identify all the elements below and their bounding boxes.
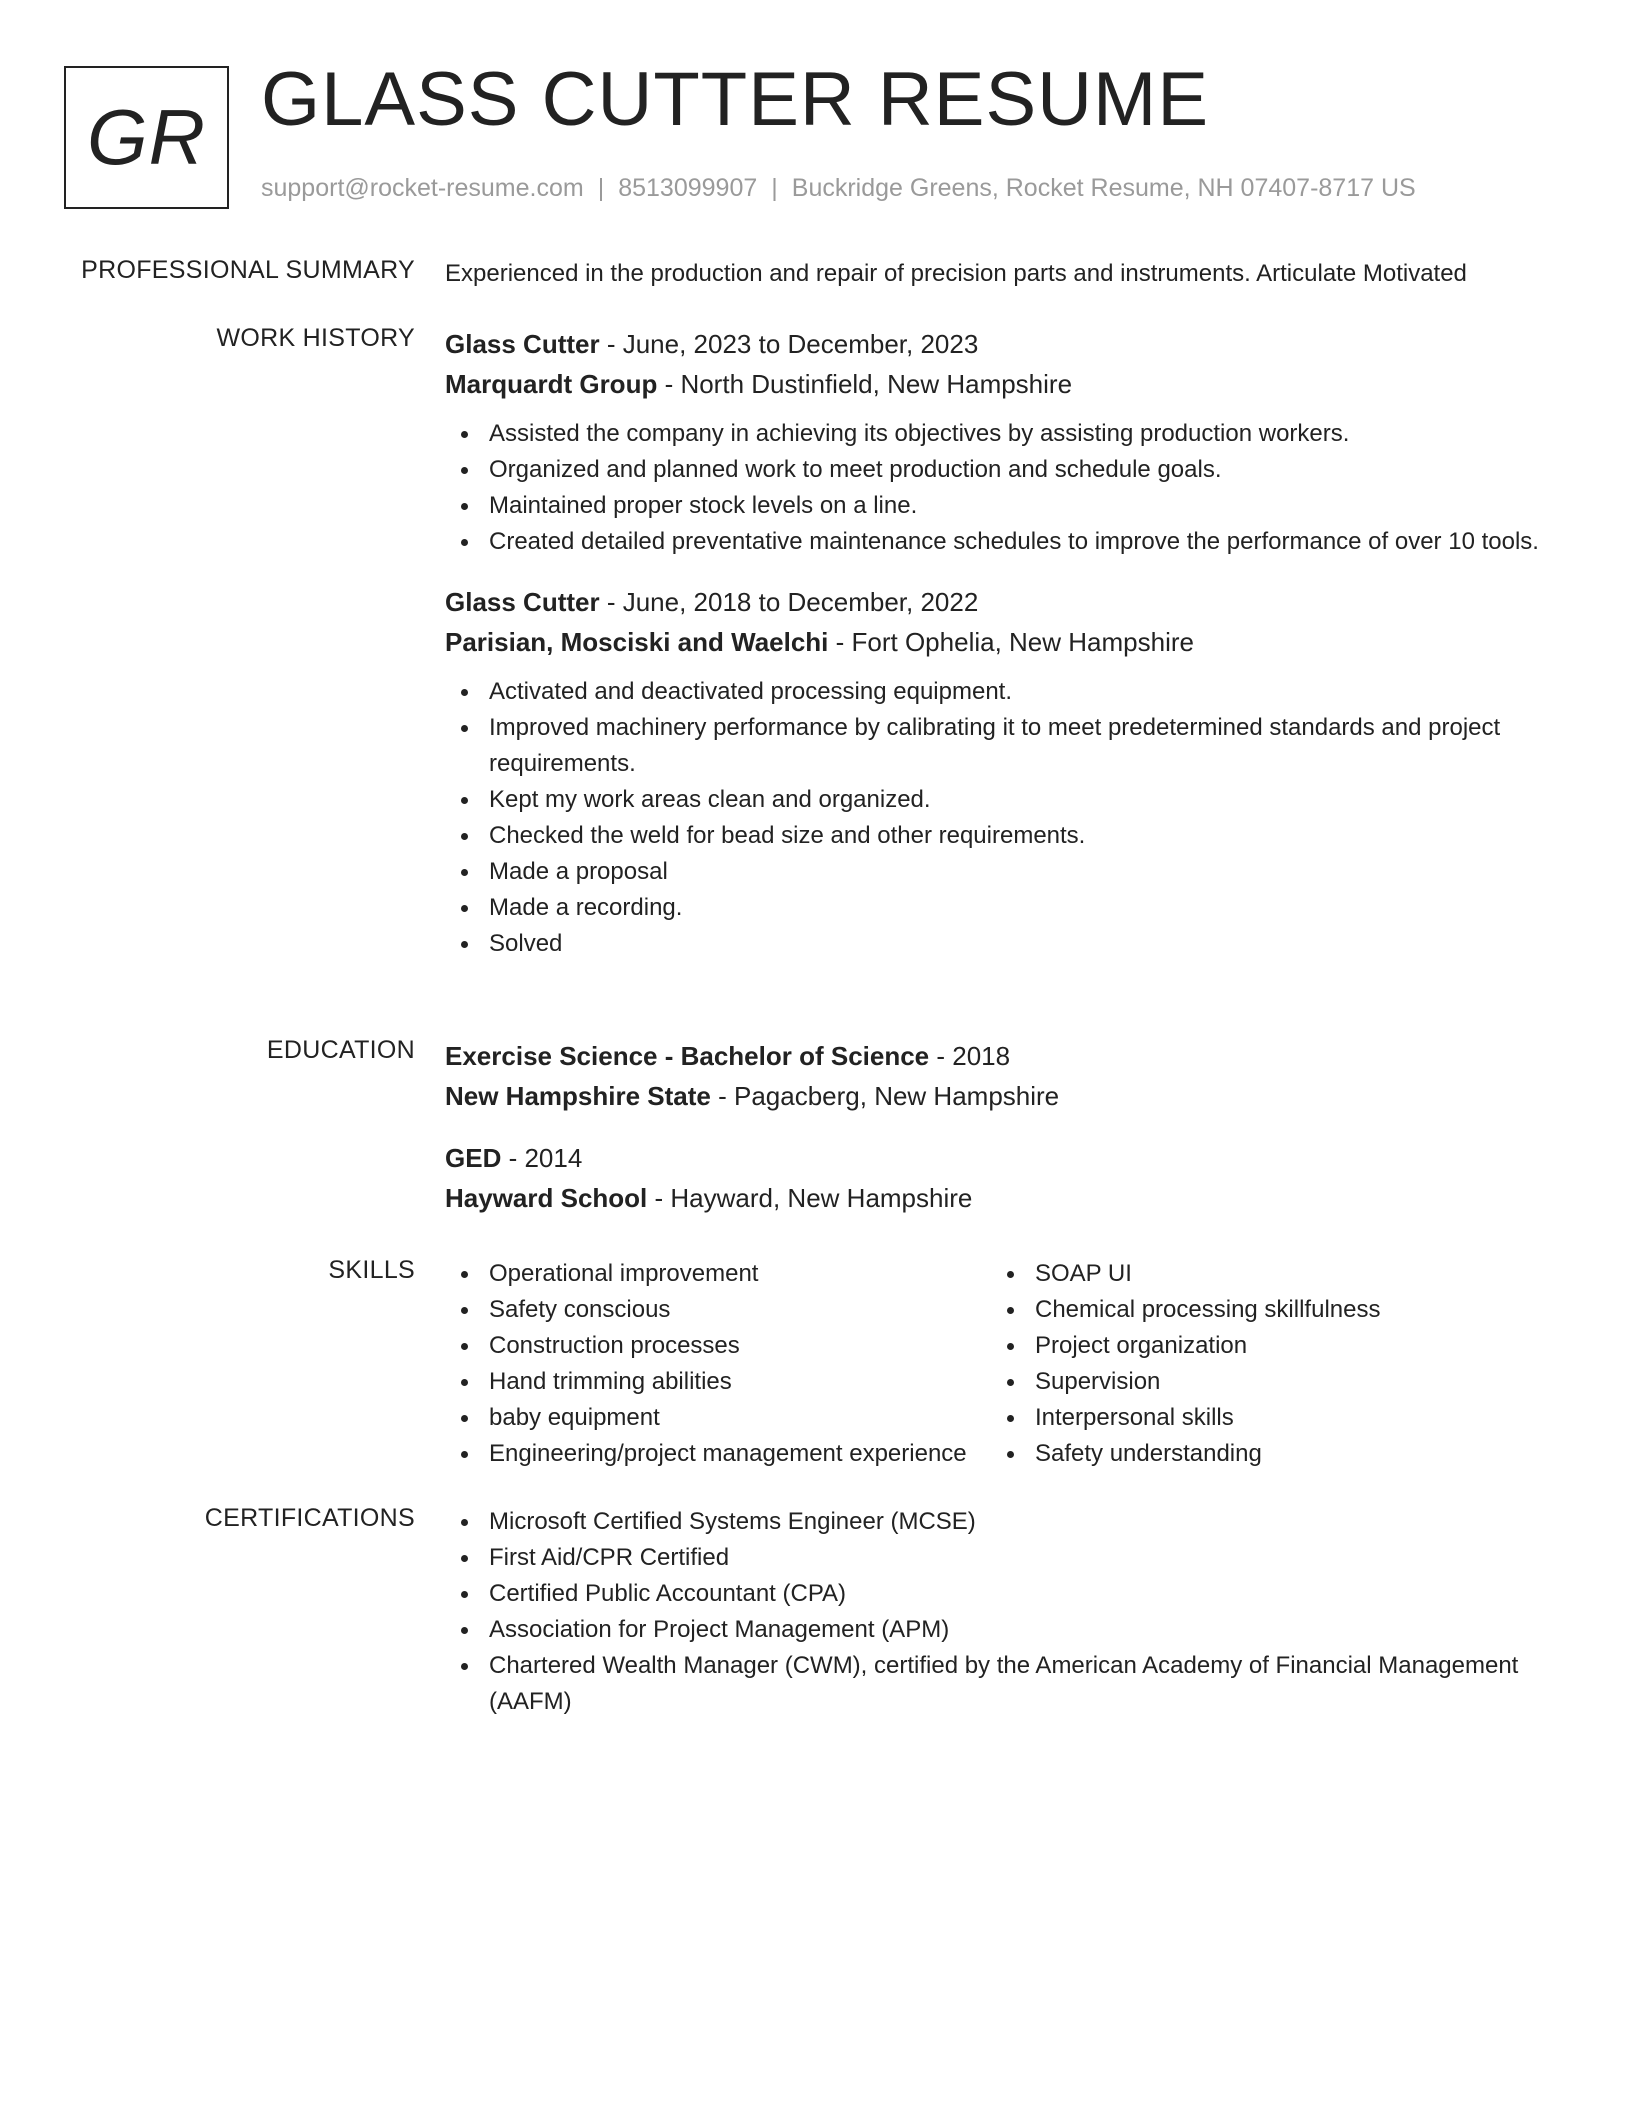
monogram-box — [64, 66, 229, 209]
school-line — [445, 1178, 1565, 1218]
certifications-list — [445, 1504, 1565, 1720]
contact-line — [261, 174, 1416, 203]
job-bullets — [445, 674, 1565, 962]
contact-separator: | — [597, 174, 605, 202]
list-item: Safety conscious — [445, 1292, 991, 1328]
list-item: Chemical processing skillfulness — [991, 1292, 1551, 1328]
job-entry — [445, 324, 1565, 560]
contact-email[interactable]: support@rocket-resume.com — [261, 174, 584, 202]
job-bullets — [445, 416, 1565, 560]
job-company-line — [445, 622, 1565, 662]
job-company: Parisian, Mosciski and Waelchi — [445, 627, 829, 657]
list-item: Kept my work areas clean and organized. — [445, 782, 1565, 818]
job-title-line — [445, 324, 1565, 364]
section-label-skills: SKILLS — [328, 1256, 415, 1284]
list-item: Safety understanding — [991, 1436, 1551, 1472]
list-item: Construction processes — [445, 1328, 991, 1364]
education-entry — [445, 1138, 1565, 1218]
contact-phone[interactable]: 8513099907 — [618, 174, 758, 202]
monogram-initials: GR — [87, 93, 206, 181]
resume-title: GLASS CUTTER RESUME — [261, 57, 1210, 142]
degree: GED — [445, 1143, 502, 1173]
contact-separator: | — [771, 174, 778, 202]
list-item: Interpersonal skills — [991, 1400, 1551, 1436]
list-item: SOAP UI — [991, 1256, 1551, 1292]
school: New Hampshire State — [445, 1081, 711, 1111]
list-item: First Aid/CPR Certified — [445, 1540, 1565, 1576]
list-item: Maintained proper stock levels on a line. — [445, 488, 1565, 524]
list-item: Association for Project Management (APM) — [445, 1612, 1565, 1648]
job-company-line — [445, 364, 1565, 404]
skills-content — [445, 1256, 1565, 1472]
list-item: Project organization — [991, 1328, 1551, 1364]
degree-year: - 2014 — [501, 1143, 583, 1173]
list-item: Chartered Wealth Manager (CWM), certified by the American Academy of Financial Management (AAFM) — [445, 1648, 1565, 1720]
list-item: Operational improvement — [445, 1256, 991, 1292]
job-location: - Fort Ophelia, New Hampshire — [828, 627, 1194, 657]
list-item: Organized and planned work to meet production and schedule goals. — [445, 452, 1565, 488]
list-item: Created detailed preventative maintenance schedules to improve the performance of over 10 tools. — [445, 524, 1565, 560]
education-content — [445, 1036, 1565, 1218]
school-line — [445, 1076, 1565, 1116]
degree-year: - 2018 — [929, 1041, 1011, 1071]
job-entry — [445, 582, 1565, 962]
list-item: Checked the weld for bead size and other requirements. — [445, 818, 1565, 854]
job-dates: - June, 2018 to December, 2022 — [599, 587, 979, 617]
list-item: Hand trimming abilities — [445, 1364, 991, 1400]
list-item: baby equipment — [445, 1400, 991, 1436]
list-item: Improved machinery performance by calibrating it to meet predetermined standards and project requirements. — [445, 710, 1565, 782]
list-item: Made a proposal — [445, 854, 1565, 890]
education-entry — [445, 1036, 1565, 1116]
degree: Exercise Science - Bachelor of Science — [445, 1041, 930, 1071]
school: Hayward School — [445, 1183, 648, 1213]
list-item: Assisted the company in achieving its objectives by assisting production workers. — [445, 416, 1565, 452]
work-history-content — [445, 324, 1565, 962]
list-item: Made a recording. — [445, 890, 1565, 926]
job-company: Marquardt Group — [445, 369, 658, 399]
list-item: Engineering/project management experience — [445, 1436, 991, 1472]
degree-line — [445, 1138, 1565, 1178]
section-label-work-history: WORK HISTORY — [216, 324, 415, 352]
section-label-summary: PROFESSIONAL SUMMARY — [81, 256, 415, 284]
summary-text: Experienced in the production and repair of precision parts and instruments. Articulate Motivated — [445, 260, 1467, 287]
job-location: - North Dustinfield, New Hampshire — [657, 369, 1073, 399]
job-title: Glass Cutter — [445, 587, 600, 617]
job-dates: - June, 2023 to December, 2023 — [599, 329, 979, 359]
school-location: - Hayward, New Hampshire — [647, 1183, 973, 1213]
list-item: Certified Public Accountant (CPA) — [445, 1576, 1565, 1612]
job-title-line — [445, 582, 1565, 622]
skills-column-1 — [445, 1256, 991, 1472]
certifications-content — [445, 1504, 1565, 1720]
list-item: Solved — [445, 926, 1565, 962]
school-location: - Pagacberg, New Hampshire — [710, 1081, 1060, 1111]
skills-column-2 — [991, 1256, 1551, 1472]
list-item: Microsoft Certified Systems Engineer (MCSE) — [445, 1504, 1565, 1540]
contact-address: Buckridge Greens, Rocket Resume, NH 07407-8717 US — [791, 174, 1416, 202]
job-title: Glass Cutter — [445, 329, 600, 359]
section-label-education: EDUCATION — [266, 1036, 415, 1064]
degree-line — [445, 1036, 1565, 1076]
section-label-certifications: CERTIFICATIONS — [204, 1504, 415, 1532]
list-item: Activated and deactivated processing equipment. — [445, 674, 1565, 710]
list-item: Supervision — [991, 1364, 1551, 1400]
